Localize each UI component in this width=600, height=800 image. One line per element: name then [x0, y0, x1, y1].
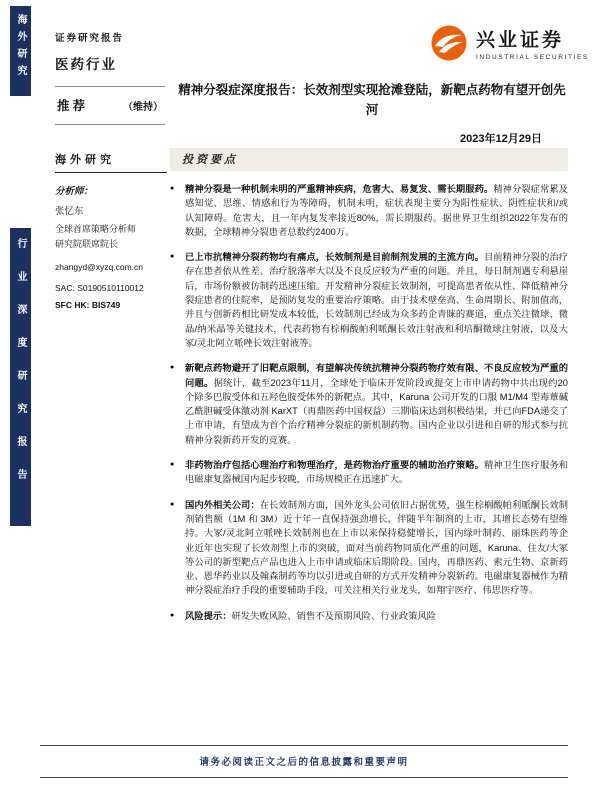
report-type-label: 证券研究报告 — [55, 33, 125, 44]
rating-status: （维持） — [123, 102, 163, 113]
analyst-panel — [55, 151, 167, 310]
company-logo — [430, 24, 589, 67]
sidebar-industry-depth-report-tab — [10, 228, 31, 526]
sidebar-overseas-research-label: 海外研究 — [15, 14, 26, 82]
list-item-risk-warning — [170, 609, 568, 623]
sidebar-overseas-research-tab — [10, 6, 31, 96]
list-item — [170, 458, 568, 487]
bullet-lead: 新靶点药物避开了旧靶点限制，有望解决传统抗精神分裂药物疗效有限、不良反应较为严重的问题。 — [185, 363, 568, 388]
bullet-body: 目前精神分裂的治疗存在患者依从性差、治疗脱落率大以及不良反应较为严重的问题。并且，每日制剂遇专利悬崖后，市场份额被仿制药迅速压缩。开发精神分裂症长效制剂，可提高患者依从性、降低精神分裂症患者的住院率，是预防复发的重要治疗策略。由于技术壁垒高、生命周期长、附加值高，并且与创新药相比研发成本较低，长效制剂已经成为众多药企青睐的赛道，重点关注微球、微晶/纳米晶等关键技术，代表药物有棕榈酸帕利哌酮长效注射液和利培酮微球注射液，以及大冢/灵北阿立哌唑长效注射液等。 — [185, 252, 568, 348]
bullet-body: 精神卫生医疗服务和电磁康复器械国内起步较晚，市场规模正在迅速扩大。 — [185, 460, 568, 485]
report-date: 2023年12月29日 — [460, 133, 542, 145]
bullet-icon: ● — [170, 461, 175, 469]
list-item — [170, 498, 568, 598]
bullet-text — [185, 498, 568, 598]
investment-points-section — [170, 148, 568, 623]
logo-company-name-en: INDUSTRIAL SECURITIES — [476, 53, 589, 61]
list-item — [170, 182, 568, 239]
bullet-text — [185, 609, 568, 623]
bullet-text — [185, 182, 568, 239]
analyst-email: zhangyd@xyzq.com.cn — [55, 261, 144, 272]
rating-label: 推荐 — [57, 99, 89, 113]
bullet-icon: ● — [170, 364, 175, 372]
bullet-body: 精神分裂症常累及感知觉、思维、情感和行为等障碍，机制未明，症状表现主要分为阳性症状、阴性症状和/或认知障碍。危害大，且一年内复发率接近80%，需长期服药。据世界卫生组织2022年发布的数据，全球精神分裂患者总数约2400万。 — [185, 184, 568, 237]
bullet-lead: 精神分裂是一种机制未明的严重精神疾病，危害大、易复发、需长期服药。 — [185, 184, 494, 194]
sidebar-industry-depth-report-label: 行业深度研究报告 — [15, 238, 26, 502]
report-title: 精神分裂症深度报告：长效剂型实现抢滩登陆，新靶点药物有望开创先河 — [178, 83, 566, 117]
footer-disclaimer-bar — [40, 745, 568, 778]
bullet-text — [185, 250, 568, 350]
analyst-sfc-number: SFC HK: BIS749 — [55, 299, 121, 310]
bullet-lead: 已上市抗精神分裂药物均有痛点，长效制剂是目前制剂发展的主流方向。 — [185, 252, 484, 263]
investment-points-header: 投资要点 — [170, 148, 568, 171]
bullet-lead: 风险提示： — [185, 610, 232, 621]
bullet-body: 在长效制剂方面，国外龙头公司依旧占据优势，强生棕榈酸帕利哌酮长效制剂销售额（1M 和 3M）近十年一直保持强劲增长，伴随半年制剂的上市，其增长态势有望维持。大冢/灵北阿立哌唑长效制剂也在上市以来保持稳健增长，国内绿叶制药、丽珠医药等企业近年也实现了长效剂型上市的突破，面对当前药物同质化严重的问题，Karuna、住友/大冢等公司的新型靶点产品也进入上市申请或临床后期阶段。国内，再鼎医药、索元生物、京新药业、恩华药业以及翰森制药等均以引进或自研的方式开发精神分裂新药。电磁康复器械作为精神分裂症治疗手段的重要辅助手段，可关注相关行业龙头，如翔宇医疗、伟思医疗等。 — [185, 499, 568, 596]
bullet-icon: ● — [170, 500, 175, 508]
rating-box — [55, 86, 165, 125]
analyst-label: 分析师： — [55, 186, 94, 197]
analyst-title-2: 研究院联席院长 — [55, 238, 119, 249]
bullet-icon: ● — [170, 253, 175, 261]
logo-text-block — [476, 31, 589, 61]
industrial-securities-logo-icon — [430, 24, 468, 67]
bullet-lead: 非药物治疗包括心理治疗和物理治疗，是药物治疗重要的辅助治疗策略。 — [185, 460, 484, 471]
title-block — [176, 80, 568, 146]
bullet-text — [185, 361, 568, 447]
footer-disclaimer-text: 请务必阅读正文之后的信息披露和重要声明 — [199, 757, 409, 768]
industry-label: 医药行业 — [55, 57, 117, 72]
analyst-title-1: 全球首席策略分析师 — [55, 224, 137, 234]
bullet-text — [185, 458, 568, 487]
analyst-sac-number: SAC: S0190510110012 — [55, 282, 144, 293]
list-item — [170, 250, 568, 350]
bullet-body: 研发失败风险、销售不及预期风险、行业政策风险 — [231, 610, 437, 621]
list-item — [170, 361, 568, 447]
bullet-body: 据统计，截至2023年11月，全球处于临床开发阶段或提交上市申请药物中共出现约20个除多巴胺受体和五羟色胺受体外的新靶点。其中，Karuna 公司开发的口服 M1/M4 型毒蕈碱乙酰胆碱受体激动剂 KarXT（再鼎医药中国权益）三期临床达到积极结果，并已向FDA递交了上市申请，有望成为首个治疗精神分裂症的新机制药物。国内企业以引进和自研的形式参与抗精神分裂新药开发的竞赛。 — [185, 377, 568, 445]
bullet-lead: 国内外相关公司： — [185, 499, 260, 510]
header-left — [55, 30, 124, 73]
analyst-panel-title: 海外研究 — [55, 151, 167, 173]
logo-company-name: 兴业证券 — [476, 29, 565, 51]
bullet-icon: ● — [170, 611, 175, 619]
analyst-name: 张忆东 — [55, 206, 84, 217]
bullet-icon: ● — [170, 185, 175, 192]
